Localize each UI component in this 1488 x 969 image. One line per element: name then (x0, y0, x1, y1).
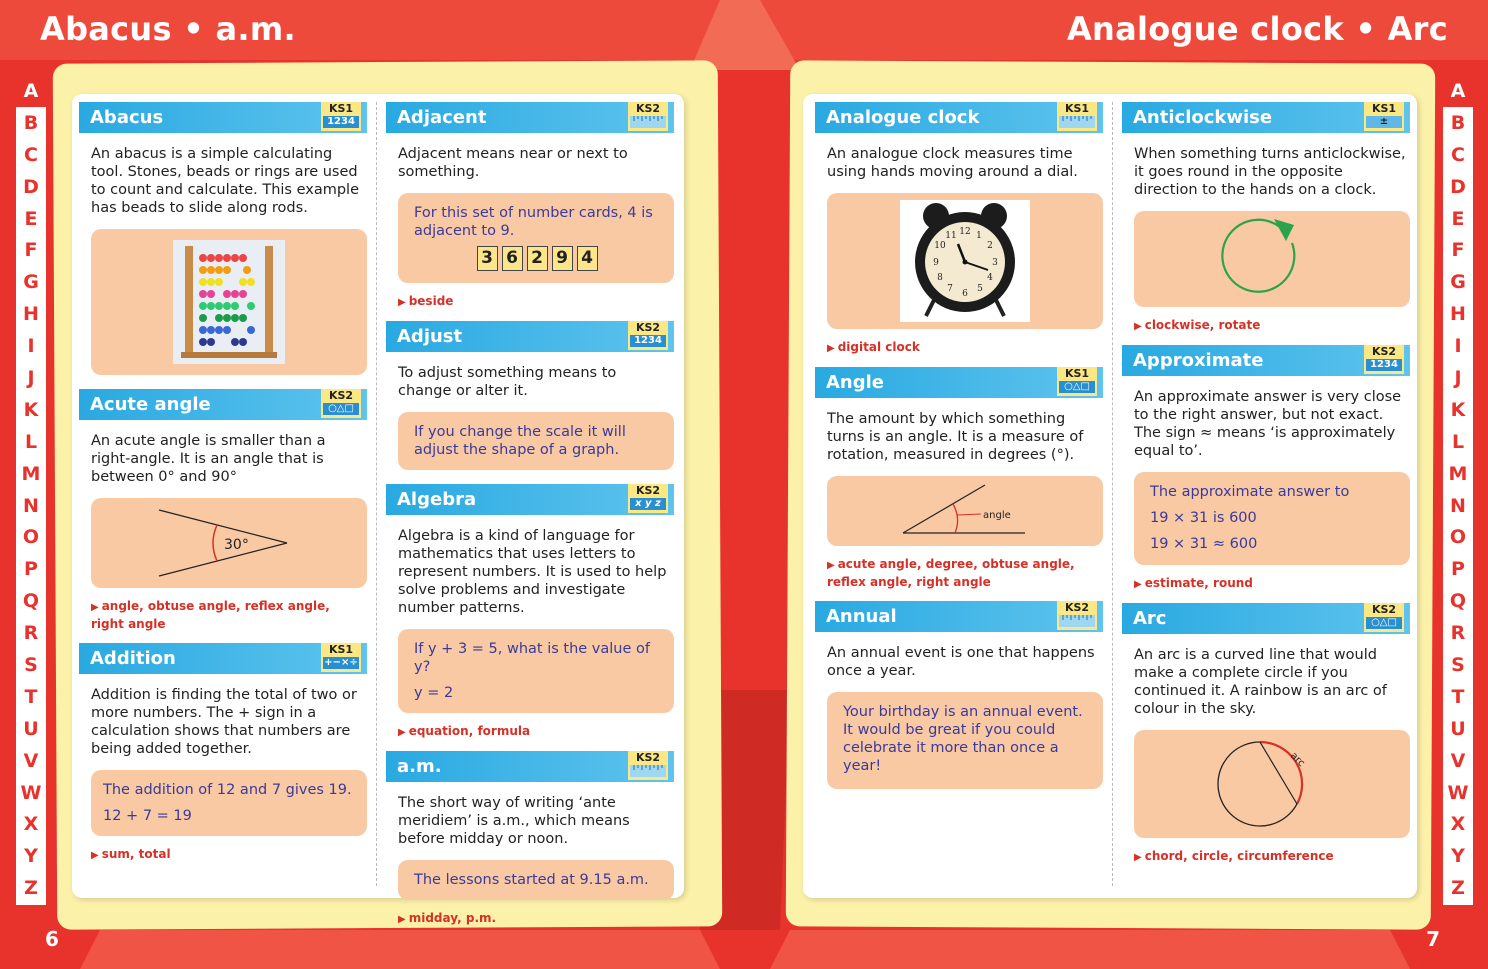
entry-am (386, 751, 674, 928)
svg-text:11: 11 (945, 231, 957, 241)
index-letter[interactable]: J (27, 367, 35, 390)
entry-title: Anticlockwise (1133, 107, 1273, 128)
shapes-band-icon: ○△□ (323, 403, 359, 415)
entry-title: Annual (826, 606, 897, 627)
key-stage-badge (1364, 102, 1404, 131)
index-letter[interactable]: K (1450, 398, 1466, 421)
example-equation: 12 + 7 = 19 (103, 808, 192, 824)
angle-diagram (827, 476, 1103, 546)
example-text: The approximate answer to (1150, 484, 1350, 500)
index-letter[interactable]: Y (24, 845, 38, 868)
numbers-band-icon: 1234 (630, 335, 666, 347)
ruler-icon (1059, 116, 1095, 128)
key-stage-label: KS2 (635, 751, 661, 764)
number-card: 9 (552, 246, 573, 271)
index-letter[interactable]: Q (1449, 590, 1467, 613)
entry-title: Adjacent (397, 107, 487, 128)
example-text: If you change the scale it will adjust the shape of a graph. (414, 424, 626, 458)
page-number-right: 7 (1426, 927, 1440, 951)
example-text: The addition of 12 and 7 gives 19. (103, 782, 352, 798)
entry-title: Abacus (90, 107, 164, 128)
key-stage-badge (321, 102, 361, 131)
entry-title: Algebra (397, 489, 477, 510)
entry-title: Adjust (397, 326, 463, 347)
index-letter[interactable]: C (1451, 143, 1465, 166)
example-box (827, 476, 1103, 546)
svg-text:7: 7 (947, 284, 953, 294)
see-also-links[interactable]: ▶ clockwise, rotate (1122, 307, 1410, 335)
index-letter[interactable]: P (24, 558, 38, 581)
entry-title-bar (79, 643, 367, 674)
example-equation: 19 × 31 ≈ 600 (1150, 536, 1258, 552)
entry-definition: Adjacent means near or next to something. (398, 146, 628, 180)
entry-definition: An analogue clock measures time using hands moving around a dial. (827, 146, 1078, 180)
example-box (91, 770, 367, 836)
algebra-band-icon: x y z (630, 498, 666, 510)
key-stage-label: KS1 (1064, 102, 1090, 115)
anticlockwise-arrow-diagram (1134, 211, 1410, 307)
alphabet-index-right (1443, 75, 1473, 905)
entry-title-bar (386, 321, 674, 352)
index-letter[interactable]: B (1450, 111, 1466, 134)
key-stage-badge (1057, 102, 1097, 131)
key-stage-badge (321, 389, 361, 418)
number-card: 4 (577, 246, 598, 271)
key-stage-badge (1057, 367, 1097, 396)
index-letter[interactable]: A (16, 75, 46, 107)
ruler-icon (630, 116, 666, 128)
key-stage-label: KS2 (635, 484, 661, 497)
entry-title-bar (386, 484, 674, 515)
index-letter[interactable]: H (23, 303, 39, 326)
key-stage-label: KS1 (1064, 367, 1090, 380)
right-page-header: Analogue clock • Arc (1066, 10, 1448, 48)
index-letter[interactable]: J (1454, 367, 1462, 390)
index-letter[interactable]: R (23, 622, 39, 645)
key-stage-label: KS2 (328, 389, 354, 402)
entry-title: a.m. (397, 756, 442, 777)
column-4 (1122, 102, 1410, 876)
entry-arc (1122, 603, 1410, 866)
index-letter[interactable]: X (23, 813, 39, 836)
example-box (398, 629, 674, 713)
arc-diagram (1134, 730, 1410, 838)
plus-minus-band-icon: ± (1366, 116, 1402, 128)
svg-text:6: 6 (962, 289, 968, 299)
entry-title: Acute angle (90, 394, 211, 415)
alarm-clock-image (900, 200, 1030, 322)
entry-title-bar (815, 102, 1103, 133)
angle-label: angle (983, 510, 1011, 521)
example-text: For this set of number cards, 4 is adjacent to 9. (414, 205, 653, 239)
see-also-links[interactable]: ▶ estimate, round (1122, 565, 1410, 593)
number-cards (414, 246, 660, 271)
example-box (398, 412, 674, 470)
entry-definition: An annual event is one that happens once a year. (827, 645, 1095, 679)
index-letter[interactable]: C (24, 143, 38, 166)
entry-definition: An acute angle is smaller than a right-angle. It is an angle that is between 0° and 90° (91, 433, 326, 485)
see-also-links[interactable]: ▶ equation, formula (386, 713, 674, 741)
key-stage-badge (628, 102, 668, 131)
key-stage-badge (628, 321, 668, 350)
entry-definition: An approximate answer is very close to the right answer, but not exact. The sign ≈ means ‘is approximately equal to’. (1134, 389, 1402, 459)
index-letter[interactable]: Z (24, 877, 38, 900)
index-letter[interactable]: N (1450, 494, 1466, 517)
see-also-links[interactable]: ▶ angle, obtuse angle, reflex angle, right angle (79, 588, 367, 633)
entry-title-bar (79, 389, 367, 420)
example-question: If y + 3 = 5, what is the value of y? (414, 641, 650, 675)
index-letter[interactable]: K (23, 398, 39, 421)
index-letter[interactable]: W (20, 781, 42, 804)
see-also-links[interactable]: ▶ beside (386, 283, 674, 311)
entry-approximate (1122, 345, 1410, 593)
index-letter[interactable]: D (23, 175, 39, 198)
index-letter[interactable]: T (1451, 685, 1465, 708)
entry-analogue-clock (815, 102, 1103, 357)
svg-text:10: 10 (934, 241, 946, 251)
entry-adjust (386, 321, 674, 470)
key-stage-badge (321, 643, 361, 672)
entry-title-bar (1122, 603, 1410, 634)
example-box (91, 498, 367, 588)
entry-addition (79, 643, 367, 864)
example-box (827, 692, 1103, 789)
ruler-icon (630, 765, 666, 777)
index-letter[interactable]: P (1451, 558, 1465, 581)
example-box (398, 860, 674, 900)
index-letter[interactable]: E (24, 207, 38, 230)
see-also-links[interactable]: ▶ midday, p.m. (386, 900, 674, 928)
index-letter[interactable]: O (1449, 526, 1467, 549)
shapes-band-icon: ○△□ (1366, 617, 1402, 629)
key-stage-label: KS1 (328, 643, 354, 656)
index-letter[interactable]: O (22, 526, 40, 549)
abacus-image (173, 240, 285, 364)
entry-title-bar (79, 102, 367, 133)
column-divider (1112, 102, 1113, 886)
index-letter[interactable]: M (21, 462, 41, 485)
example-answer: y = 2 (414, 685, 454, 701)
entry-algebra (386, 484, 674, 741)
example-box (1134, 730, 1410, 838)
column-3 (815, 102, 1103, 799)
svg-text:2: 2 (987, 241, 993, 251)
index-letter[interactable]: Z (1451, 877, 1465, 900)
entry-title: Addition (90, 648, 176, 669)
key-stage-label: KS2 (1064, 601, 1090, 614)
svg-text:4: 4 (987, 273, 993, 283)
key-stage-badge (1057, 601, 1097, 630)
ruler-icon (1059, 615, 1095, 627)
index-letter[interactable]: F (24, 239, 38, 262)
index-letter[interactable]: T (24, 685, 38, 708)
entry-title-bar (386, 102, 674, 133)
index-letter[interactable]: Q (22, 590, 40, 613)
index-letter[interactable]: I (1454, 335, 1462, 358)
index-letter[interactable]: W (1447, 781, 1469, 804)
see-also-links[interactable]: ▶ acute angle, degree, obtuse angle, reflex angle, right angle (815, 546, 1103, 591)
key-stage-label: KS2 (1371, 603, 1397, 616)
entry-title-bar (1122, 345, 1410, 376)
column-2 (386, 102, 674, 938)
svg-text:8: 8 (937, 273, 943, 283)
entry-title: Approximate (1133, 350, 1264, 371)
entry-definition: Algebra is a kind of language for mathematics that uses letters to represent numbers. It is used to help solve problems and investigate number patterns. (398, 528, 667, 616)
example-box (398, 193, 674, 283)
entry-abacus (79, 102, 367, 375)
entry-title-bar (386, 751, 674, 782)
index-letter[interactable]: L (1451, 430, 1465, 453)
index-letter[interactable]: V (23, 749, 39, 772)
index-letter[interactable]: I (27, 335, 35, 358)
svg-text:12: 12 (959, 227, 971, 237)
index-letter[interactable]: D (1450, 175, 1466, 198)
index-letter[interactable]: S (1451, 654, 1465, 677)
entry-definition: Addition is finding the total of two or more numbers. The + sign in a calculation shows that numbers are being added together. (91, 687, 357, 757)
example-text: The lessons started at 9.15 a.m. (414, 872, 649, 888)
index-letter[interactable]: V (1450, 749, 1466, 772)
key-stage-label: KS1 (1371, 102, 1397, 115)
key-stage-label: KS2 (635, 321, 661, 334)
entry-title: Angle (826, 372, 885, 393)
example-equation: 19 × 31 is 600 (1150, 510, 1257, 526)
key-stage-badge (1364, 603, 1404, 632)
key-stage-badge (628, 484, 668, 513)
index-letter[interactable]: U (1450, 717, 1466, 740)
number-card: 3 (477, 246, 498, 271)
entry-anticlockwise (1122, 102, 1410, 335)
key-stage-badge (628, 751, 668, 780)
operations-band-icon: +−×÷ (324, 657, 358, 668)
index-letter[interactable]: E (1451, 207, 1465, 230)
page-number-left: 6 (45, 927, 59, 951)
entry-acute-angle (79, 389, 367, 633)
arc-label: arc (1287, 750, 1307, 770)
key-stage-label: KS2 (635, 102, 661, 115)
alphabet-index-left (16, 75, 46, 905)
angle-label: 30° (224, 537, 249, 553)
entry-definition: The short way of writing ‘ante meridiem’ is a.m., which means before midday or noon. (398, 795, 630, 847)
numbers-band-icon: 1234 (323, 116, 359, 128)
index-letter[interactable]: S (24, 654, 38, 677)
index-letter[interactable]: L (24, 430, 38, 453)
entry-title-bar (815, 367, 1103, 398)
svg-text:9: 9 (933, 258, 939, 268)
entry-title: Arc (1133, 608, 1167, 629)
entry-definition: When something turns anticlockwise, it goes round in the opposite direction to the hands on a clock. (1134, 146, 1406, 198)
example-box (1134, 472, 1410, 565)
numbers-band-icon: 1234 (1366, 359, 1402, 371)
example-text: Your birthday is an annual event. It would be great if you could celebrate it more than once a year! (843, 704, 1083, 774)
entry-title: Analogue clock (826, 107, 980, 128)
index-letter[interactable]: M (1448, 462, 1468, 485)
example-box (1134, 211, 1410, 307)
entry-title-bar (815, 601, 1103, 632)
column-1 (79, 102, 367, 874)
example-box (827, 193, 1103, 329)
index-letter[interactable]: H (1450, 303, 1466, 326)
index-letter[interactable]: Y (1451, 845, 1465, 868)
entry-adjacent (386, 102, 674, 311)
example-box (91, 229, 367, 375)
index-letter[interactable]: R (1450, 622, 1466, 645)
entry-definition: To adjust something means to change or alter it. (398, 365, 617, 399)
entry-angle (815, 367, 1103, 591)
index-letter[interactable]: U (23, 717, 39, 740)
index-letter[interactable]: G (1450, 271, 1466, 294)
see-also-links[interactable]: ▶ chord, circle, circumference (1122, 838, 1410, 866)
column-divider (376, 102, 377, 886)
svg-text:5: 5 (977, 284, 983, 294)
entry-definition: An arc is a curved line that would make a complete circle if you continued it. A rainbow is an arc of colour in the sky. (1134, 647, 1387, 717)
entry-title-bar (1122, 102, 1410, 133)
key-stage-label: KS1 (328, 102, 354, 115)
key-stage-label: KS2 (1371, 345, 1397, 358)
index-letter[interactable]: A (1443, 75, 1473, 107)
svg-text:3: 3 (992, 258, 998, 268)
entry-definition: An abacus is a simple calculating tool. Stones, beads or rings are used to count and calculate. This example has beads to slide along rods. (91, 146, 360, 216)
acute-angle-diagram (91, 498, 367, 588)
see-also-links[interactable]: ▶ sum, total (79, 836, 367, 864)
shapes-band-icon: ○△□ (1059, 381, 1095, 393)
index-letter[interactable]: G (23, 271, 39, 294)
number-card: 6 (502, 246, 523, 271)
svg-text:1: 1 (976, 231, 982, 241)
index-letter[interactable]: B (23, 111, 39, 134)
key-stage-badge (1364, 345, 1404, 374)
index-letter[interactable]: X (1450, 813, 1466, 836)
left-page-header: Abacus • a.m. (40, 10, 296, 48)
entry-annual (815, 601, 1103, 789)
see-also-links[interactable]: ▶ digital clock (815, 329, 1103, 357)
index-letter[interactable]: F (1451, 239, 1465, 262)
entry-definition: The amount by which something turns is an angle. It is a measure of rotation, measured in degrees (°). (827, 411, 1084, 463)
number-card: 2 (527, 246, 548, 271)
index-letter[interactable]: N (23, 494, 39, 517)
